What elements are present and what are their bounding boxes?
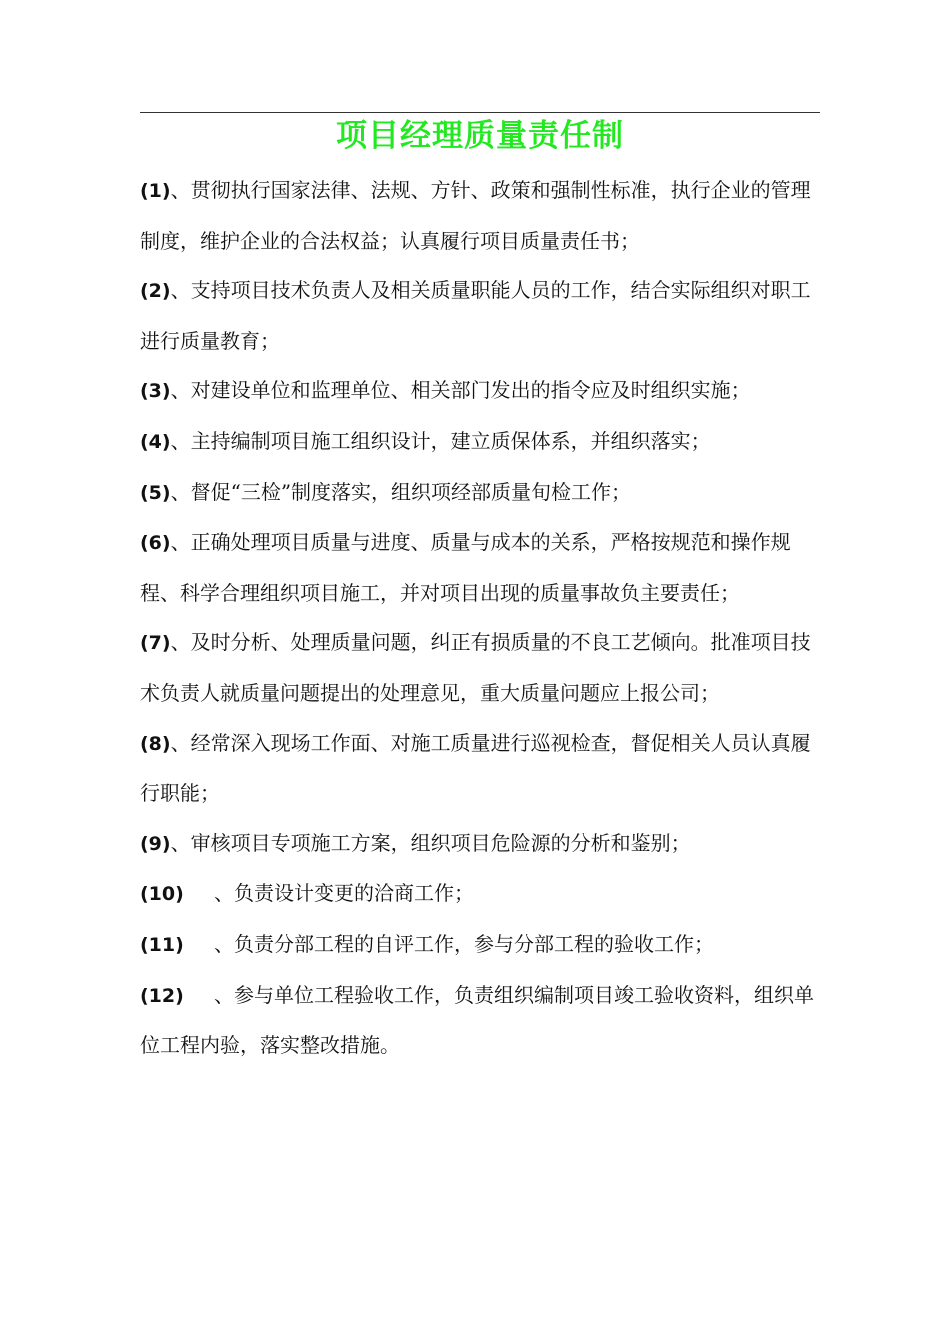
- clause-text: 、支持项目技术负责人及相关质量职能人员的工作，结合实际组织对职工进行质量教育；: [140, 278, 811, 353]
- clause-text: 、对建设单位和监理单位、相关部门发出的指令应及时组织实施；: [170, 378, 751, 403]
- clause-3: [140, 366, 822, 417]
- clause-11: [140, 920, 822, 971]
- document-title: 项目经理质量责任制: [336, 118, 624, 154]
- clause-9: [140, 819, 822, 870]
- clause-text: 、审核项目专项施工方案，组织项目危险源的分析和鉴别；: [170, 830, 691, 855]
- clause-1: [140, 166, 822, 266]
- document-body: [140, 166, 822, 1071]
- clause-number: (10): [140, 883, 184, 906]
- clause-8: [140, 719, 822, 819]
- clause-number: (3): [140, 380, 171, 403]
- clause-2: [140, 266, 822, 366]
- clause-text: 、及时分析、处理质量问题，纠正有损质量的不良工艺倾向。批准项目技术负责人就质量问题提出的处理意见，重大质量问题应上报公司；: [140, 630, 811, 705]
- header-rule: [140, 112, 820, 113]
- clause-4: [140, 417, 822, 468]
- clause-number: (4): [140, 430, 171, 453]
- clause-text: 、主持编制项目施工组织设计，建立质保体系，并组织落实；: [170, 428, 711, 453]
- clause-number: (7): [140, 632, 171, 655]
- clause-12: [140, 971, 822, 1071]
- clause-6: [140, 518, 822, 618]
- clause-5: [140, 468, 822, 519]
- clause-7: [140, 618, 822, 718]
- clause-number: (1): [140, 180, 171, 202]
- clause-10: [140, 869, 822, 920]
- clause-text: 、参与单位工程验收工作，负责组织编制项目竣工验收资料，组织单位工程内验，落实整改措施。: [140, 982, 814, 1058]
- clause-number: (8): [140, 732, 171, 755]
- clause-text: 、负责分部工程的自评工作，参与分部工程的验收工作；: [214, 931, 714, 956]
- clause-number: (2): [140, 280, 171, 303]
- clause-number: (6): [140, 532, 171, 555]
- clause-text: 、正确处理项目质量与进度、质量与成本的关系，严格按规范和操作规程、科学合理组织项目施工，并对项目出现的质量事故负主要责任；: [140, 530, 791, 605]
- clause-text: 、督促“三检”制度落实，组织项经部质量旬检工作；: [170, 479, 632, 504]
- clause-text: 、贯彻执行国家法律、法规、方针、政策和强制性标准，执行企业的管理制度，维护企业的合法权益；认真履行项目质量责任书；: [140, 178, 811, 253]
- clause-number: (11): [140, 933, 184, 956]
- clause-number: (9): [140, 832, 171, 855]
- clause-text: 、经常深入现场工作面、对施工质量进行巡视检查，督促相关人员认真履行职能；: [140, 730, 811, 806]
- clause-number: (5): [140, 481, 171, 504]
- clause-number: (12): [140, 984, 184, 1007]
- clause-text: 、负责设计变更的洽商工作；: [214, 881, 474, 906]
